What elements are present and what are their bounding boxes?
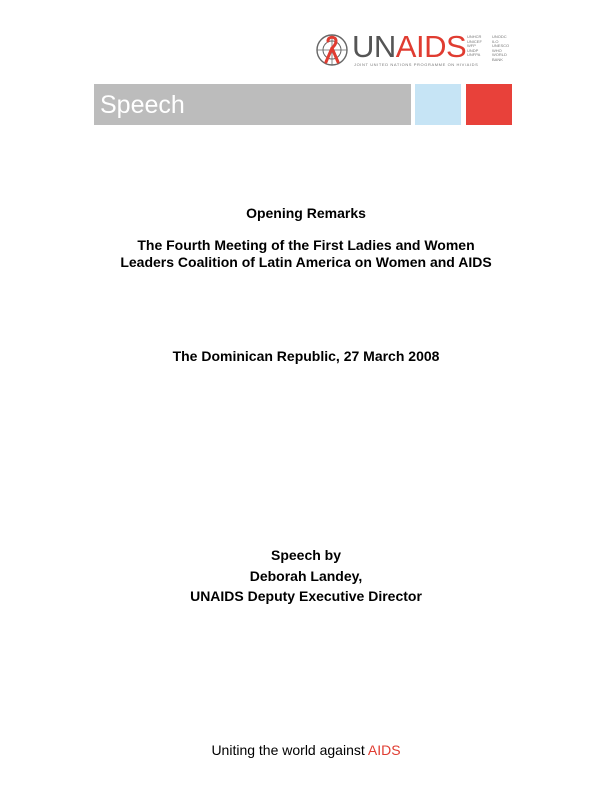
event-title-line-2: Leaders Coalition of Latin America on Women and AIDS bbox=[120, 254, 492, 270]
unaids-wordmark: UNAIDS bbox=[352, 29, 467, 64]
slogan-highlight: AIDS bbox=[367, 742, 401, 758]
remarks-heading: Opening Remarks bbox=[246, 205, 366, 221]
banner-title: Speech bbox=[100, 91, 185, 119]
speaker-title: UNAIDS Deputy Executive Director bbox=[190, 588, 422, 604]
cosponsor-list-1: UNHCR UNICEF WFP UNDP UNFPA bbox=[467, 34, 482, 58]
banner-red-block bbox=[466, 84, 512, 125]
un-emblem-icon bbox=[314, 32, 350, 68]
speech-by-label: Speech by bbox=[270, 547, 342, 563]
location-date: The Dominican Republic, 27 March 2008 bbox=[172, 348, 440, 364]
speech-banner bbox=[94, 84, 411, 125]
footer-slogan bbox=[0, 742, 612, 758]
slogan-prefix: Uniting the world against bbox=[211, 742, 368, 758]
logo-tagline: JOINT UNITED NATIONS PROGRAMME ON HIV/AIDS bbox=[354, 62, 479, 67]
speaker-block bbox=[0, 545, 612, 607]
banner-blue-block bbox=[415, 84, 461, 125]
cosponsor-list-2: UNODC ILO UNESCO WHO WORLD BANK bbox=[492, 34, 510, 62]
event-title-line-1: The Fourth Meeting of the First Ladies and Women bbox=[137, 237, 475, 253]
event-title bbox=[0, 237, 612, 271]
speaker-name: Deborah Landey, bbox=[249, 567, 363, 584]
